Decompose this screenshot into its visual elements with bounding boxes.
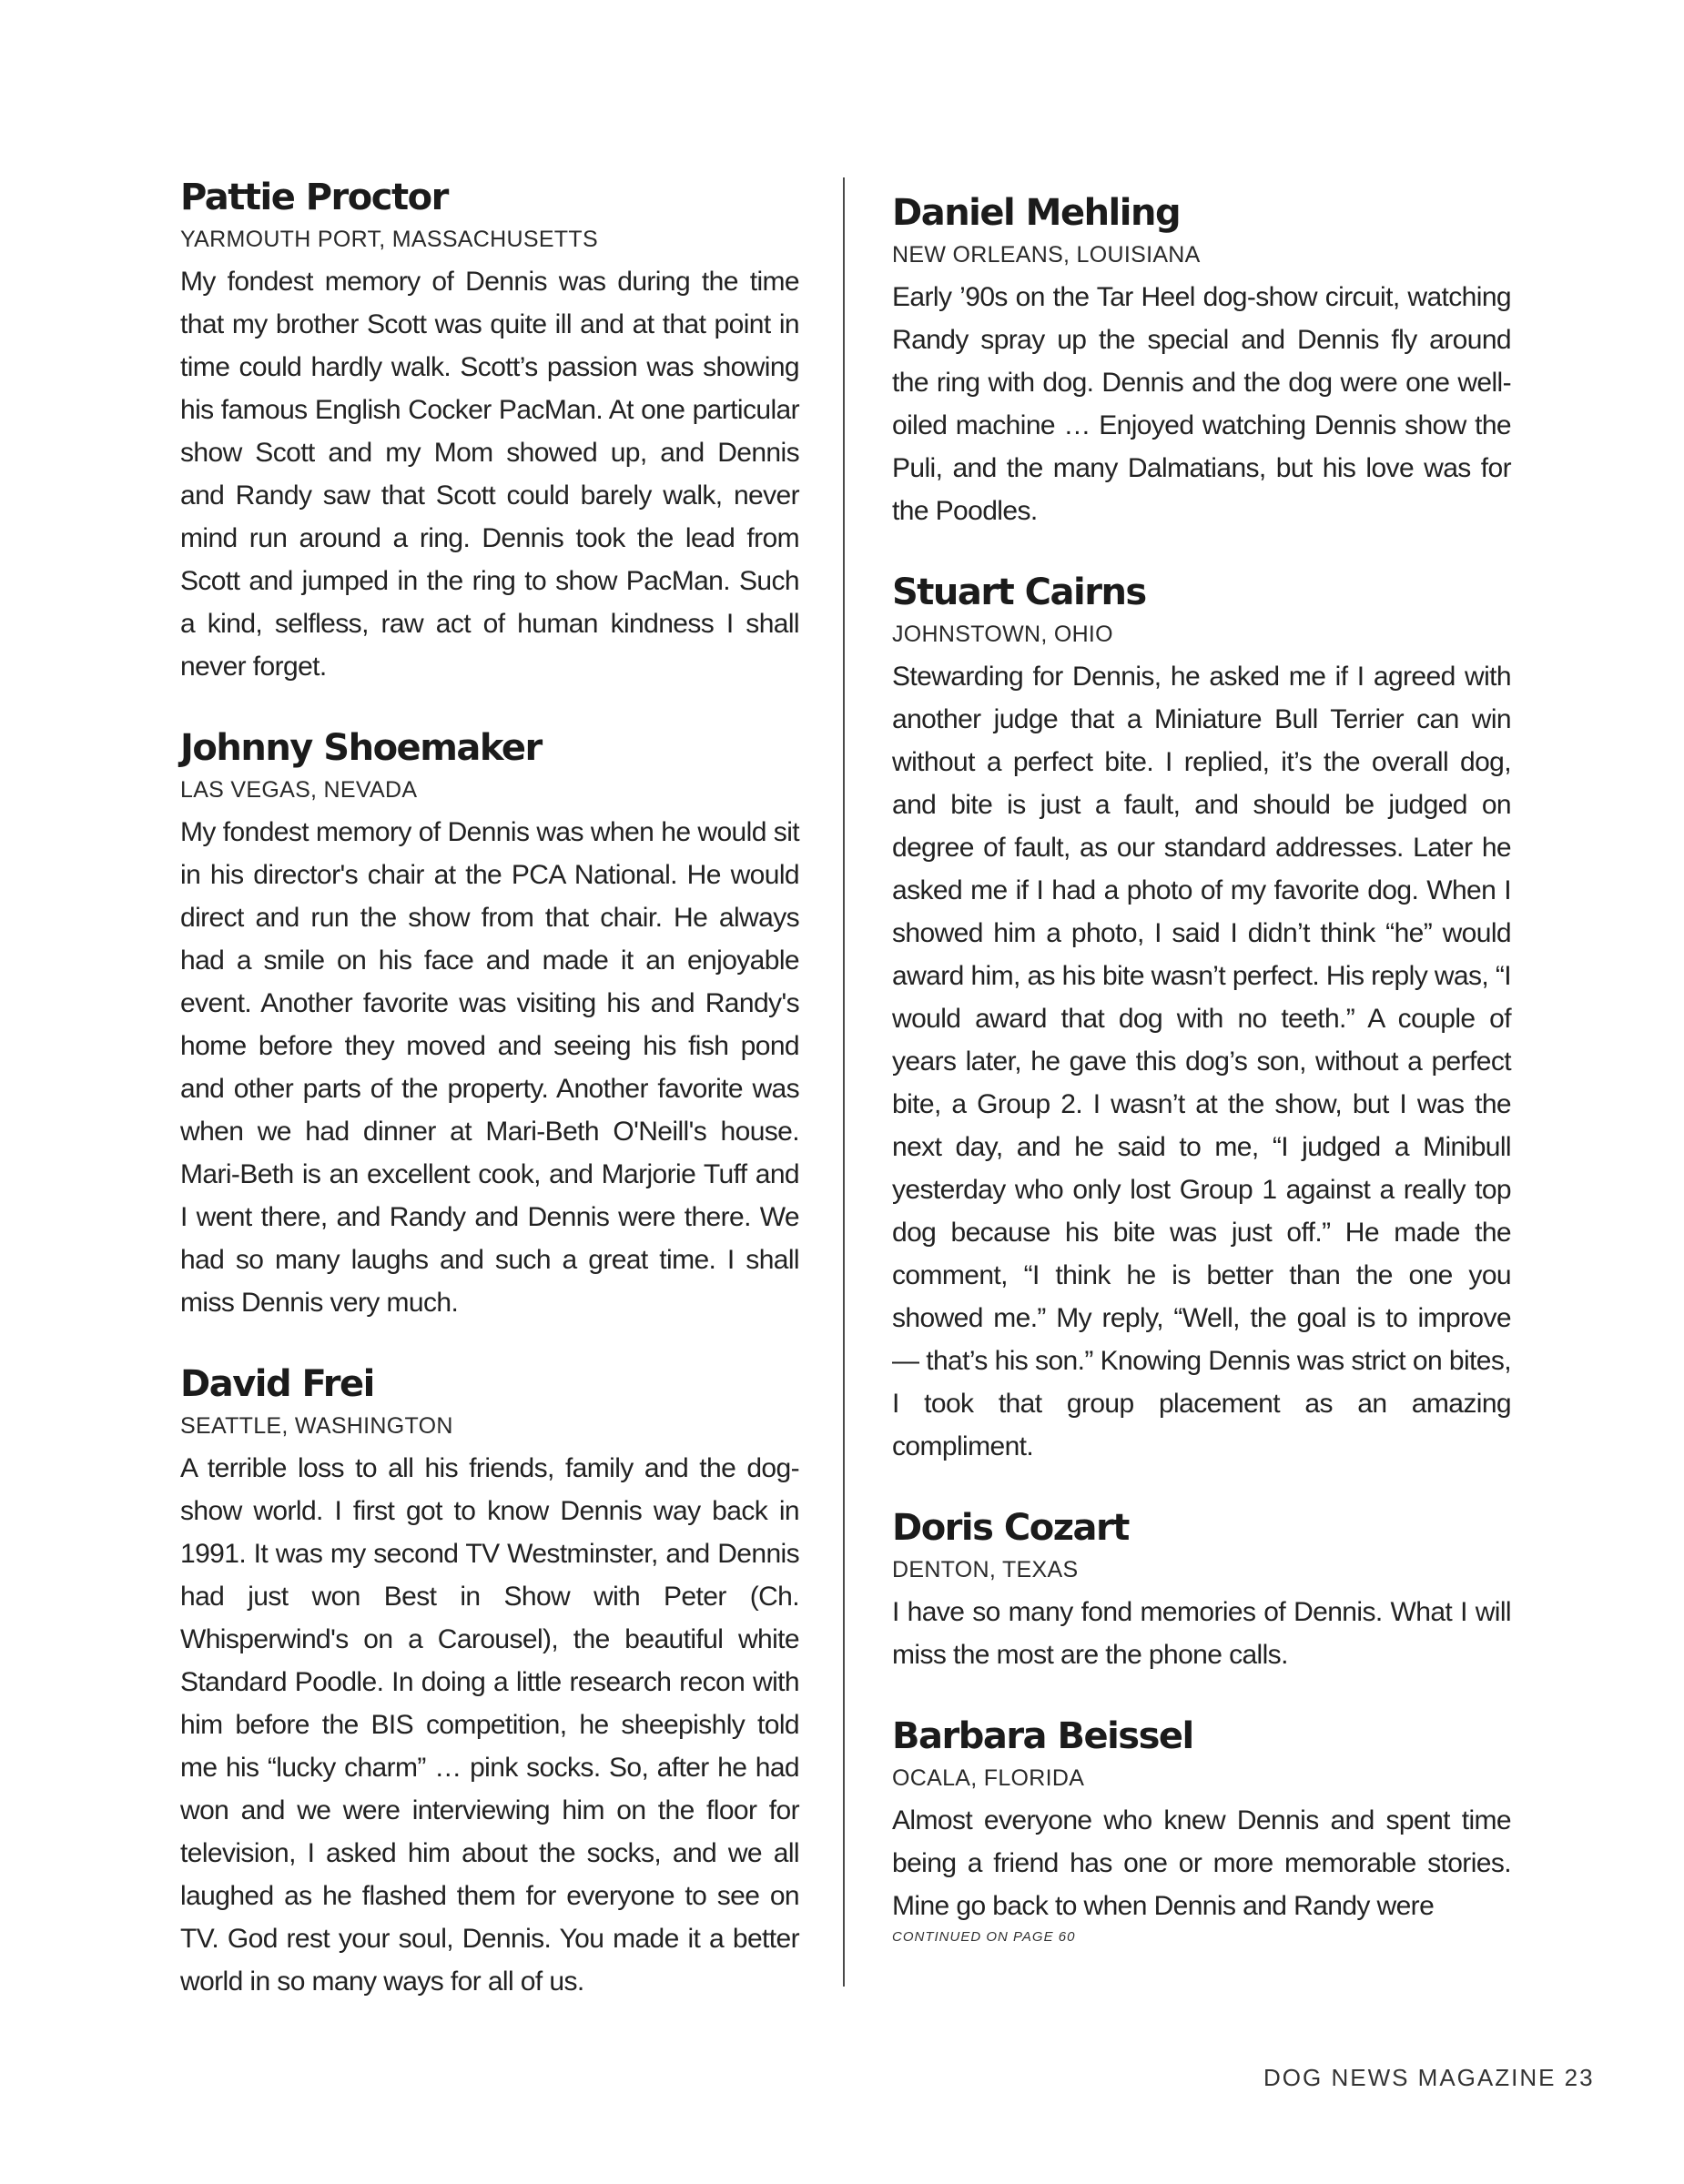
left-column: [180, 177, 799, 2043]
author-name: Doris Cozart: [892, 1507, 1129, 1549]
continued-note: CONTINUED ON PAGE 60: [892, 1929, 1076, 1945]
tribute-text: A terrible loss to all his friends, family and the dog-show world. I first got to know Dennis way back in 1991. It was my second TV Westminster, and Dennis had just won Best in Show with Peter (Ch. Whisperwind's on a Carousel), the beautiful white Standard Poodle. In doing a little research recon with him before the BIS competition, he sheepishly told me his “lucky charm” … pink socks. So, after he had won and we were interviewing him on the floor for television, I asked him about the socks, and we all laughed as he flashed them for everyone to see on TV. God rest your soul, Dennis. You made it a better world in so many ways for all of us.: [180, 1453, 799, 1997]
tribute-entry: [892, 1716, 1511, 1945]
tribute-entry: [892, 193, 1511, 532]
right-column: [892, 193, 1511, 1945]
author-location: NEW ORLEANS, LOUISIANA: [892, 242, 1201, 268]
tribute-text: My fondest memory of Dennis was when he would sit in his director's chair at the PCA National. He would direct and run the show from that chair. He always had a smile on his face and made it an enjoyable event. Another favorite was visiting his and Randy's home before they moved and seeing his fish pond and other parts of the property. Another favorite was when we had dinner at Mari-Beth O'Neill's house. Mari-Beth is an excellent cook, and Marjorie Tuff and I went there, and Randy and Dennis were there. We had so many laughs and such a great time. I shall miss Dennis very much.: [180, 817, 799, 1318]
author-name: Barbara Beissel: [892, 1715, 1193, 1757]
author-location: JOHNSTOWN, OHIO: [892, 622, 1113, 647]
tribute-entry: [892, 572, 1511, 1468]
tribute-entry: [180, 728, 799, 1324]
tribute-text: My fondest memory of Dennis was during the time that my brother Scott was quite ill and at that point in time could hardly walk. Scott’s passion was showing his famous English Cocker PacMan. At one particular show Scott and my Mom showed up, and Dennis and Randy saw that Scott could barely walk, never mind run around a ring. Dennis took the lead from Scott and jumped in the ring to show PacMan. Such a kind, selfless, raw act of human kindness I shall never forget.: [180, 267, 799, 682]
author-location: DENTON, TEXAS: [892, 1557, 1079, 1582]
author-location: LAS VEGAS, NEVADA: [180, 777, 418, 803]
tribute-text: Early ’90s on the Tar Heel dog-show circuit, watching Randy spray up the special and Dennis fly around the ring with dog. Dennis and the dog were one well-oiled machine … Enjoyed watching Dennis show the Puli, and the many Dalmatians, but his love was for the Poodles.: [892, 282, 1511, 526]
tribute-text: Stewarding for Dennis, he asked me if I agreed with another judge that a Miniature Bull Terrier can win without a perfect bite. I replied, it’s the overall dog, and bite is just a fault, and should be judged on degree of fault, as our standard addresses. Later he asked me if I had a photo of my favorite dog. When I showed him a photo, I said I didn’t think “he” would award him, as his bite wasn’t perfect. His reply was, “I would award that dog with no teeth.” A couple of years later, he gave this dog’s son, without a perfect bite, a Group 2. I wasn’t at the show, but I was the next day, and he said to me, “I judged a Minibull yesterday who only lost Group 1 against a really top dog because his bite was just off.” He made the comment, “I think he is better than the one you showed me.” My reply, “Well, the goal is to improve — that’s his son.” Knowing Dennis was strict on bites, I took that group placement as an amazing compliment.: [892, 662, 1511, 1461]
tribute-entry: [180, 177, 799, 688]
tribute-entry: [180, 1364, 799, 2003]
author-name: Johnny Shoemaker: [180, 727, 542, 769]
tribute-text: Almost everyone who knew Dennis and spent time being a friend has one or more memorable stories. Mine go back to when Dennis and Randy were: [892, 1805, 1511, 1921]
tribute-text: I have so many fond memories of Dennis. What I will miss the most are the phone calls.: [892, 1597, 1511, 1670]
author-location: YARMOUTH PORT, MASSACHUSETTS: [180, 227, 598, 252]
author-name: Pattie Proctor: [180, 177, 448, 218]
author-location: OCALA, FLORIDA: [892, 1765, 1085, 1791]
author-name: David Frei: [180, 1363, 374, 1405]
page-footer: DOG NEWS MAGAZINE 23: [1263, 2064, 1595, 2091]
author-name: Daniel Mehling: [892, 192, 1181, 234]
column-divider: [843, 177, 845, 1987]
tribute-entry: [892, 1508, 1511, 1676]
author-name: Stuart Cairns: [892, 571, 1146, 613]
author-location: SEATTLE, WASHINGTON: [180, 1413, 453, 1439]
